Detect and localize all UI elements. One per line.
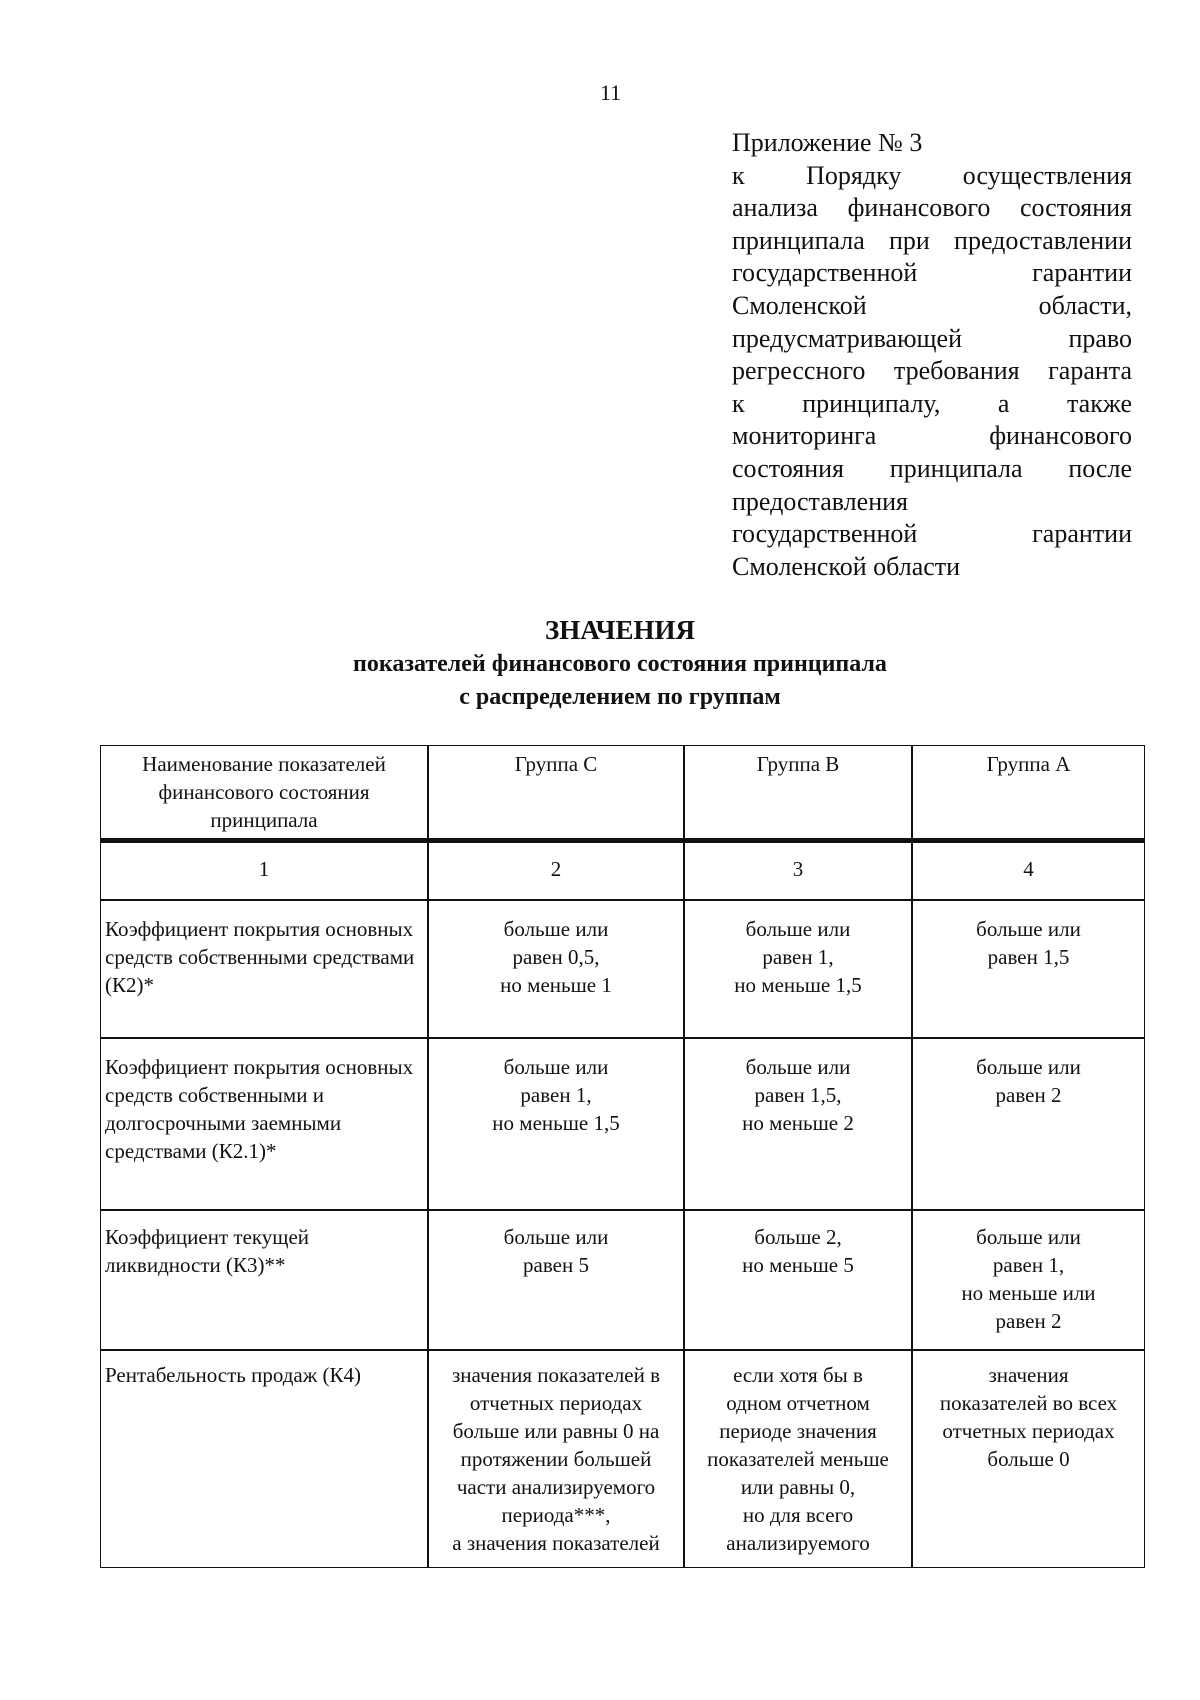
column-number-row: [100, 839, 1145, 900]
table-header-row: [100, 745, 1145, 839]
title-subtitle: показателей финансового состояния принципала: [353, 651, 887, 677]
table-row: [100, 900, 1145, 1038]
indicator-name: Коэффициент покрытия основных средств собственными и долгосрочными заемными средствами (К2.1)*: [100, 1038, 428, 1210]
appendix-line: Смоленской области: [732, 551, 961, 581]
group-c-value: больше или равен 5: [428, 1210, 684, 1350]
indicator-name: Коэффициент покрытия основных средств собственными средствами (К2)*: [100, 900, 428, 1038]
appendix-line: к принципалу, а также: [732, 388, 1132, 418]
group-a-value: больше или равен 1, но меньше или равен 2: [912, 1210, 1145, 1350]
header-cell: Группа В: [684, 745, 912, 839]
group-b-value: если хотя бы в одном отчетном периоде значения показателей меньше или равны 0, но для всего анализируемого: [684, 1350, 912, 1568]
column-number: 2: [428, 839, 684, 900]
appendix-line: предоставления: [732, 486, 908, 516]
title-main: ЗНАЧЕНИЯ: [545, 615, 695, 645]
appendix-line: анализа финансового состояния: [732, 193, 1132, 223]
group-a-value: больше или равен 1,5: [912, 900, 1145, 1038]
appendix-line: государственной гарантии: [732, 519, 1132, 549]
document-title: [100, 612, 1140, 714]
title-subtitle: с распределением по группам: [459, 684, 781, 710]
column-number: 1: [100, 839, 428, 900]
indicators-table: [100, 745, 1145, 1568]
appendix-line: регрессного требования гаранта: [732, 356, 1132, 386]
group-a-value: больше или равен 2: [912, 1038, 1145, 1210]
appendix-line: Смоленской области,: [732, 290, 1132, 320]
group-a-value: значения показателей во всех отчетных периодах больше 0: [912, 1350, 1145, 1568]
appendix-line: государственной гарантии: [732, 258, 1132, 288]
group-b-value: больше или равен 1,5, но меньше 2: [684, 1038, 912, 1210]
appendix-line: к Порядку осуществления: [732, 160, 1132, 190]
appendix-line: Приложение № 3: [732, 128, 923, 157]
group-c-value: больше или равен 0,5, но меньше 1: [428, 900, 684, 1038]
page-number: 11: [600, 80, 622, 105]
group-c-value: значения показателей в отчетных периодах больше или равны 0 на протяжении большей части анализируемого периода***, а значения показателей: [428, 1350, 684, 1568]
group-c-value: больше или равен 1, но меньше 1,5: [428, 1038, 684, 1210]
group-b-value: больше 2, но меньше 5: [684, 1210, 912, 1350]
header-cell: Группа С: [428, 745, 684, 839]
table-row: [100, 1038, 1145, 1210]
appendix-line: принципала при предоставлении: [732, 225, 1132, 255]
group-b-value: больше или равен 1, но меньше 1,5: [684, 900, 912, 1038]
column-number: 4: [912, 839, 1145, 900]
column-number: 3: [684, 839, 912, 900]
indicator-name: Рентабельность продаж (К4): [100, 1350, 428, 1568]
indicator-name: Коэффициент текущей ликвидности (К3)**: [100, 1210, 428, 1350]
table-row: [100, 1210, 1145, 1350]
table-row: [100, 1350, 1145, 1568]
header-cell: Группа А: [912, 745, 1145, 839]
appendix-line: мониторинга финансового: [732, 421, 1132, 451]
appendix-line: предусматривающей право: [732, 323, 1132, 353]
header-cell: Наименование показателей финансового состояния принципала: [100, 745, 428, 839]
appendix-line: состояния принципала после: [732, 453, 1132, 483]
appendix-header: [732, 127, 1132, 583]
